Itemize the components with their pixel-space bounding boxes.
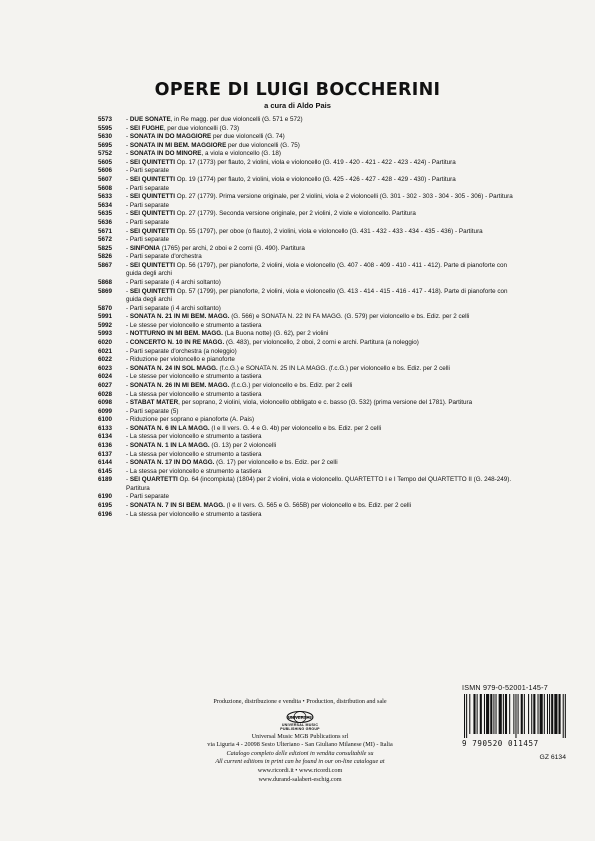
work-description: Parti separate bbox=[129, 184, 170, 192]
entry-dash: - bbox=[126, 227, 130, 235]
entry-dash: - bbox=[126, 236, 130, 244]
catalog-entry bbox=[98, 502, 513, 511]
catalog-entry bbox=[98, 133, 513, 142]
catalog-entry bbox=[98, 245, 513, 254]
work-title: SONATA N. 17 IN DO MAGG. bbox=[129, 459, 215, 467]
work-description: (f.c.G.) per violoncello e bs. Ediz. per 2 celli bbox=[229, 381, 353, 389]
work-title: SONATA N. 21 IN MI BEM. MAGG. bbox=[129, 313, 230, 321]
work-description: per due violoncelli (G. 74) bbox=[211, 133, 285, 141]
catalog-note-it: Catalogo completo delle edizioni in vendita consultabile su bbox=[226, 749, 374, 757]
catalog-number: 5695 bbox=[98, 141, 113, 149]
catalog-entry bbox=[98, 373, 513, 382]
work-description: (1765) per archi, 2 oboi e 2 corni (G. 490). Partitura bbox=[159, 244, 305, 252]
entry-dash: - bbox=[126, 510, 130, 518]
catalog-entry bbox=[98, 493, 513, 502]
work-description: La stessa per violoncello e strumento a tastiera bbox=[129, 450, 262, 458]
catalog-entry bbox=[98, 288, 513, 305]
catalog-entry bbox=[98, 322, 513, 331]
work-description: Parti separate d'orchestra bbox=[129, 253, 202, 261]
work-description: (G. 566) e SONATA N. 22 IN FA MAGG. (G. 579) per violoncello e bs. Ediz. per 2 celli bbox=[229, 313, 470, 321]
entry-dash: - bbox=[126, 339, 130, 347]
entry-dash: - bbox=[126, 304, 130, 312]
entry-dash: - bbox=[126, 124, 130, 132]
entry-dash: - bbox=[126, 244, 130, 252]
catalog-entry bbox=[98, 356, 513, 365]
catalog-entry bbox=[98, 125, 513, 134]
work-description: Parti separate bbox=[129, 167, 170, 175]
catalog-note-en: All current editions in print can be found in our on-line catalogue at bbox=[215, 758, 385, 766]
catalog-entry bbox=[98, 193, 513, 202]
catalog-entry bbox=[98, 416, 513, 425]
catalog-number: 5636 bbox=[98, 218, 113, 226]
work-title: SINFONIA bbox=[129, 244, 160, 252]
work-title: SONATA N. 26 IN MI BEM. MAGG. bbox=[129, 381, 230, 389]
catalog-entry bbox=[98, 382, 513, 391]
work-description: , a viola e violoncello (G. 18) bbox=[201, 150, 281, 158]
catalog-entry bbox=[98, 339, 513, 348]
publisher-footer bbox=[160, 698, 440, 784]
catalog-number: 6144 bbox=[98, 459, 113, 467]
catalog-entry bbox=[98, 150, 513, 159]
catalog-entry bbox=[98, 202, 513, 211]
entry-dash: - bbox=[126, 330, 130, 338]
work-description: Op. 27 (1779). Seconda versione originale, per 2 violini, 2 viole e violoncello. Partitura bbox=[175, 210, 416, 218]
work-title: SEI QUINTETTI bbox=[129, 261, 175, 269]
catalog-number: 6024 bbox=[98, 373, 113, 381]
work-description: (G. 483), per violoncello, 2 oboi, 2 corni e archi. Partitura (a noleggio) bbox=[224, 339, 419, 347]
catalog-number: 6099 bbox=[98, 407, 113, 415]
entry-dash: - bbox=[126, 167, 130, 175]
entry-dash: - bbox=[126, 287, 130, 295]
work-description: Le stesse per violoncello e strumento a tastiera bbox=[129, 373, 262, 381]
entry-dash: - bbox=[126, 321, 130, 329]
catalog-number: 6195 bbox=[98, 502, 113, 510]
company-name: Universal Music MGB Publications srl bbox=[251, 732, 349, 740]
barcode-digits: 9 790520 011457 bbox=[462, 739, 539, 748]
catalog-entry bbox=[98, 210, 513, 219]
work-description: La stessa per violoncello e strumento a tastiera bbox=[129, 467, 262, 475]
entry-dash: - bbox=[126, 313, 130, 321]
entry-dash: - bbox=[126, 278, 130, 286]
catalog-entry bbox=[98, 442, 513, 451]
catalog-entry bbox=[98, 185, 513, 194]
catalog-number: 5635 bbox=[98, 210, 113, 218]
page-title: OPERE DI LUIGI BOCCHERINI bbox=[154, 80, 441, 100]
work-description: Parti separate d'orchestra (a noleggio) bbox=[129, 347, 237, 355]
catalog-number: 5606 bbox=[98, 167, 113, 175]
catalog-number: 5672 bbox=[98, 236, 113, 244]
catalog-number: 5671 bbox=[98, 227, 113, 235]
catalog-entry bbox=[98, 476, 513, 493]
catalog-number: 6020 bbox=[98, 339, 113, 347]
entry-dash: - bbox=[126, 133, 130, 141]
catalog-entry bbox=[98, 408, 513, 417]
work-title: STABAT MATER bbox=[129, 399, 179, 407]
work-description: Op. 27 (1779). Prima versione originale, per 2 violini, viola e 2 violoncelli (G. 301 - 302 - 303 - 304 - 305 - 306) - Partitura bbox=[175, 193, 513, 201]
catalog-number: 6137 bbox=[98, 450, 113, 458]
isbn-number: ISMN 979-0-52001-145-7 bbox=[462, 683, 548, 692]
work-description: La stessa per violoncello e strumento a tastiera bbox=[129, 433, 262, 441]
catalog-entry bbox=[98, 348, 513, 357]
work-title: SONATA N. 7 IN SI BEM. MAGG. bbox=[129, 502, 225, 510]
work-title: SEI QUINTETTI bbox=[129, 193, 175, 201]
catalog-number: 6190 bbox=[98, 493, 113, 501]
catalog-entry bbox=[98, 142, 513, 151]
work-description: Op. 55 (1797), per oboe (o flauto), 2 violini, viola e violoncello (G. 431 - 432 - 433 - 434 - 435 - 436) - Partitura bbox=[175, 227, 483, 235]
work-description: (I e II vers. G. 565 e G. 565B) per violoncello e bs. Ediz. per 2 celli bbox=[224, 502, 412, 510]
catalog-number: 6189 bbox=[98, 476, 113, 484]
catalog-entry bbox=[98, 167, 513, 176]
catalog-number: 5633 bbox=[98, 193, 113, 201]
entry-dash: - bbox=[126, 184, 130, 192]
work-title: CONCERTO N. 10 IN RE MAGG. bbox=[129, 339, 225, 347]
entry-dash: - bbox=[126, 467, 130, 475]
catalog-number: 6022 bbox=[98, 356, 113, 364]
catalog-number: 5826 bbox=[98, 253, 113, 261]
logo-line-2: UNIVERSAL MUSIC bbox=[281, 722, 319, 727]
edition-code: GZ 6134 bbox=[539, 754, 566, 761]
entry-dash: - bbox=[126, 476, 130, 484]
entry-dash: - bbox=[126, 201, 130, 209]
catalog-entry bbox=[98, 279, 513, 288]
catalog-number: 5573 bbox=[98, 116, 113, 123]
entry-dash: - bbox=[126, 459, 130, 467]
work-description: (La Buona notte) (G. 62), per 2 violini bbox=[222, 330, 329, 338]
entry-dash: - bbox=[126, 356, 130, 364]
work-description: (f.c.G.) e SONATA N. 25 IN LA MAGG. (f.c.G.) per violoncello e bs. Ediz. per 2 celli bbox=[217, 364, 450, 372]
catalog-number: 5595 bbox=[98, 124, 113, 132]
catalog-number: 5868 bbox=[98, 278, 113, 286]
catalog-number: 6134 bbox=[98, 433, 113, 441]
work-description: Parti separate (5) bbox=[129, 407, 179, 415]
work-description: Op. 56 (1797), per pianoforte, 2 violini, viola e violoncello (G. 407 - 408 - 409 - 410 - 411 - 412). Parte di pianoforte con guida degli archi bbox=[126, 261, 508, 278]
work-title: NOTTURNO IN MI BEM. MAGG. bbox=[129, 330, 223, 338]
work-title: DUE SONATE bbox=[129, 116, 171, 123]
entry-dash: - bbox=[126, 441, 130, 449]
catalog-list bbox=[98, 116, 513, 519]
entry-dash: - bbox=[126, 373, 130, 381]
website-links[interactable]: www.ricordi.it • www.ricordi.com bbox=[257, 766, 343, 774]
work-description: per due violoncelli (G. 75) bbox=[226, 141, 300, 149]
catalog-entry bbox=[98, 459, 513, 468]
catalog-entry bbox=[98, 253, 513, 262]
work-description: , in Re magg. per due violoncelli (G. 571 e 572) bbox=[170, 116, 303, 123]
work-description: (I e II vers. G. 4 e G. 4b) per violoncello e bs. Ediz. per 2 celli bbox=[209, 424, 382, 432]
work-description: Op. 57 (1799), per pianoforte, 2 violini, viola e violoncello (G. 413 - 414 - 415 - 416 - 417 - 418). Parte di pianoforte con guida degli archi bbox=[126, 287, 508, 304]
catalog-entry bbox=[98, 511, 513, 520]
catalog-number: 5869 bbox=[98, 287, 113, 295]
entry-dash: - bbox=[126, 210, 130, 218]
work-title: SEI QUINTETTI bbox=[129, 287, 175, 295]
page-subtitle: a cura di Aldo Pais bbox=[264, 101, 331, 110]
entry-dash: - bbox=[126, 176, 130, 184]
universal-globe-icon bbox=[286, 711, 314, 723]
catalog-number: 5607 bbox=[98, 176, 113, 184]
work-description: , per soprano, 2 violini, viola, violoncello obbligato e c. basso (G. 532) (prima versione del 1781). Partitura bbox=[178, 399, 473, 407]
entry-dash: - bbox=[126, 424, 130, 432]
work-description: Parti separate bbox=[129, 201, 170, 209]
work-description: Parti separate bbox=[129, 236, 170, 244]
website-link-durand[interactable]: www.durand-salabert-eschig.com bbox=[258, 775, 342, 783]
entry-dash: - bbox=[126, 416, 130, 424]
catalog-number: 5825 bbox=[98, 244, 113, 252]
work-title: SEI QUINTETTI bbox=[129, 227, 175, 235]
work-description: Op. 19 (1774) per flauto, 2 violini, viola e violoncello (G. 425 - 426 - 427 - 428 - 429 - 430) - Partitura bbox=[175, 176, 456, 184]
work-description: Riduzione per violoncello e pianoforte bbox=[129, 356, 235, 364]
catalog-number: 6133 bbox=[98, 424, 113, 432]
catalog-number: 6021 bbox=[98, 347, 113, 355]
svg-text:UNIVERSAL: UNIVERSAL bbox=[287, 714, 313, 720]
entry-dash: - bbox=[126, 253, 130, 261]
work-description: Op. 17 (1773) per flauto, 2 violini, viola e violoncello (G. 419 - 420 - 421 - 422 - 423 - 424) - Partitura bbox=[175, 158, 456, 166]
catalog-entry bbox=[98, 305, 513, 314]
catalog-number: 6027 bbox=[98, 381, 113, 389]
entry-dash: - bbox=[126, 364, 130, 372]
company-address: via Liguria 4 - 20098 Sesto Ulteriano - San Giuliano Milanese (MI) - Italia bbox=[207, 741, 393, 749]
entry-dash: - bbox=[126, 218, 130, 226]
entry-dash: - bbox=[126, 193, 130, 201]
catalog-number: 5630 bbox=[98, 133, 113, 141]
catalog-number: 6136 bbox=[98, 441, 113, 449]
catalog-entry bbox=[98, 262, 513, 279]
isbn-block bbox=[462, 683, 574, 761]
catalog-entry bbox=[98, 116, 513, 125]
work-description: Le stesse per violoncello e strumento a tastiera bbox=[129, 321, 262, 329]
catalog-number: 6023 bbox=[98, 364, 113, 372]
entry-dash: - bbox=[126, 116, 130, 123]
work-description: Parti separate bbox=[129, 493, 170, 501]
catalog-entry bbox=[98, 219, 513, 228]
work-title: SONATA N. 1 IN LA MAGG. bbox=[129, 441, 210, 449]
catalog-number: 5870 bbox=[98, 304, 113, 312]
work-title: SEI QUINTETTI bbox=[129, 158, 175, 166]
entry-dash: - bbox=[126, 347, 130, 355]
catalog-entry bbox=[98, 391, 513, 400]
work-description: Riduzione per soprano e pianoforte (A. Pais) bbox=[129, 416, 255, 424]
catalog-entry bbox=[98, 313, 513, 322]
catalog-entry bbox=[98, 433, 513, 442]
catalog-number: 5752 bbox=[98, 150, 113, 158]
production-line: Produzione, distribuzione e vendita • Production, distribution and sale bbox=[213, 698, 387, 705]
catalog-number: 5605 bbox=[98, 158, 113, 166]
work-title: SEI FUGHE bbox=[129, 124, 164, 132]
entry-dash: - bbox=[126, 407, 130, 415]
entry-dash: - bbox=[126, 399, 130, 407]
catalog-number: 5991 bbox=[98, 313, 113, 321]
work-description: (G. 13) per 2 violoncelli bbox=[209, 441, 277, 449]
entry-dash: - bbox=[126, 261, 130, 269]
catalog-number: 5867 bbox=[98, 261, 113, 269]
work-description: (G. 17) per violoncello e bs. Ediz. per 2 celli bbox=[214, 459, 338, 467]
work-title: SONATA N. 6 IN LA MAGG. bbox=[129, 424, 210, 432]
work-description: Parti separate (i 4 archi soltanto) bbox=[129, 278, 221, 286]
entry-dash: - bbox=[126, 502, 130, 510]
entry-dash: - bbox=[126, 141, 130, 149]
entry-dash: - bbox=[126, 390, 130, 398]
work-description: , per due violoncelli (G. 73) bbox=[163, 124, 240, 132]
catalog-entry bbox=[98, 425, 513, 434]
catalog-number: 5992 bbox=[98, 321, 113, 329]
logo-line-3: PUBLISHING GROUP bbox=[280, 726, 320, 731]
catalog-number: 5608 bbox=[98, 184, 113, 192]
catalog-number: 5993 bbox=[98, 330, 113, 338]
barcode bbox=[462, 694, 570, 738]
work-title: SEI QUINTETTI bbox=[129, 210, 175, 218]
work-description: Parti separate bbox=[129, 218, 170, 226]
work-title: SONATA IN DO MAGGIORE bbox=[129, 133, 212, 141]
work-title: SEI QUINTETTI bbox=[129, 176, 175, 184]
catalog-entry bbox=[98, 399, 513, 408]
catalog-entry bbox=[98, 365, 513, 374]
catalog-entry bbox=[98, 236, 513, 245]
work-title: SONATA N. 24 IN SOL MAGG. bbox=[129, 364, 218, 372]
catalog-entry bbox=[98, 468, 513, 477]
catalog-entry bbox=[98, 176, 513, 185]
entry-dash: - bbox=[126, 433, 130, 441]
work-title: SONATA IN DO MINORE bbox=[129, 150, 202, 158]
entry-dash: - bbox=[126, 158, 130, 166]
catalog-entry bbox=[98, 451, 513, 460]
catalog-entry bbox=[98, 159, 513, 168]
publisher-logo bbox=[160, 711, 440, 731]
catalog-entry bbox=[98, 228, 513, 237]
catalog-entry bbox=[98, 330, 513, 339]
work-title: SONATA IN MI BEM. MAGGIORE bbox=[129, 141, 227, 149]
work-description: La stessa per violoncello e strumento a tastiera bbox=[129, 510, 262, 518]
work-description: Parti separate (i 4 archi soltanto) bbox=[129, 304, 221, 312]
work-description: La stessa per violoncello e strumento a tastiera bbox=[129, 390, 262, 398]
entry-dash: - bbox=[126, 150, 130, 158]
entry-dash: - bbox=[126, 493, 130, 501]
catalog-number: 6100 bbox=[98, 416, 113, 424]
catalog-number: 6145 bbox=[98, 467, 113, 475]
work-title: SEI QUARTETTI bbox=[129, 476, 178, 484]
catalog-number: 6196 bbox=[98, 510, 113, 518]
entry-dash: - bbox=[126, 450, 130, 458]
catalog-number: 6098 bbox=[98, 399, 113, 407]
entry-dash: - bbox=[126, 381, 130, 389]
work-description: Op. 64 (incompiuta) (1804) per 2 violini, viola e violoncello. QUARTETTO I e I Tempo del QUARTETTO II (G. 248-249). Partitura bbox=[126, 476, 512, 492]
catalog-number: 5634 bbox=[98, 201, 113, 209]
catalog-number: 6028 bbox=[98, 390, 113, 398]
